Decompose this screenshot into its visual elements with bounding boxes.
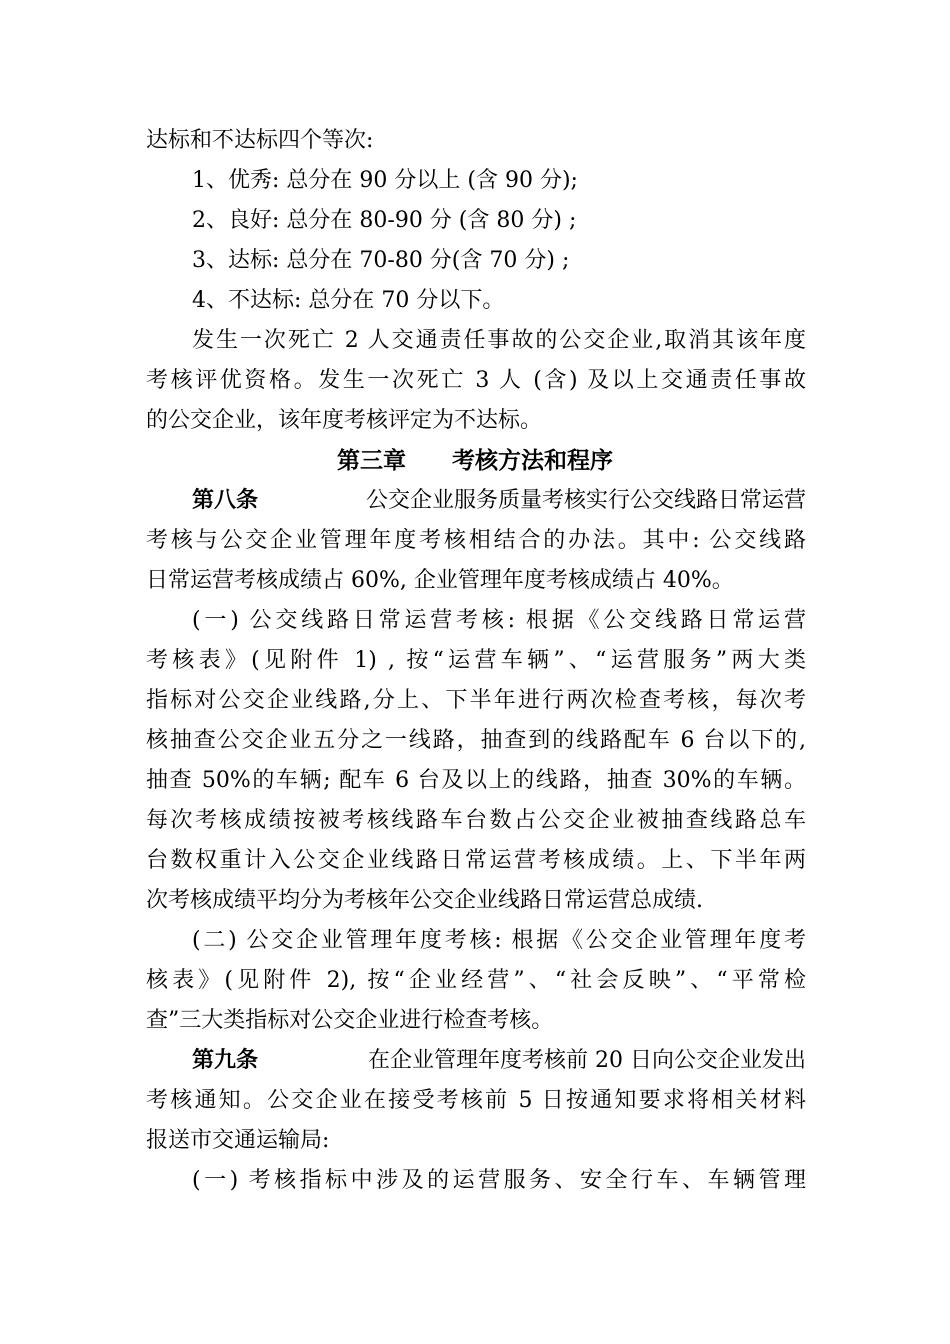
item-1-line-8: 次考核成绩平均分为考核年公交企业线路日常运营总成绩. [146, 888, 703, 913]
article-9-text-1: 在企业管理年度考核前 20 日向公交企业发出 [368, 1048, 806, 1073]
item-1-line-3: 指标对公交企业线路,分上、下半年进行两次检查考核，每次考 [146, 688, 806, 713]
article-9-line-3: 报送市交通运输局: [146, 1128, 330, 1153]
article-9-label: 第九条 [192, 1048, 259, 1073]
article-8-line-3: 日常运营考核成绩占 60%, 企业管理年度考核成绩占 40%。 [146, 568, 734, 593]
article-9-line-1 [192, 1041, 806, 1081]
accident-line-1: 发生一次死亡 2 人交通责任事故的公交企业,取消其该年度 [192, 328, 806, 353]
article-8-line-1 [192, 481, 806, 521]
paragraph-grades-tail: 达标和不达标四个等次: [146, 128, 374, 153]
item-1-line-6: 每次考核成绩按被考核线路车台数占公交企业被抽查线路总车 [146, 808, 806, 833]
item-1-line-1: (一) 公交线路日常运营考核: 根据《公交线路日常运营 [192, 608, 806, 633]
item-2-line-3: 查”三大类指标对公交企业进行检查考核。 [146, 1008, 554, 1033]
item-1-line-4: 核抽查公交企业五分之一线路，抽查到的线路配车 6 台以下的, [146, 728, 806, 753]
grade-good: 2、良好: 总分在 80-90 分 (含 80 分) ; [192, 208, 577, 233]
article-8-label: 第八条 [192, 488, 259, 513]
article-9-line-2: 考核通知。公交企业在接受考核前 5 日按通知要求将相关材料 [146, 1088, 806, 1113]
item-1-line-7: 台数权重计入公交企业线路日常运营考核成绩。上、下半年两 [146, 848, 806, 873]
item-2-line-2: 核表》(见附件 2), 按“企业经营”、“社会反映”、“平常检 [146, 968, 806, 993]
grade-pass: 3、达标: 总分在 70-80 分(含 70 分) ; [192, 248, 570, 273]
item-1-line-2: 考核表》(见附件 1) , 按“运营车辆”、“运营服务”两大类 [146, 648, 806, 673]
accident-line-3: 的公交企业，该年度考核评定为不达标。 [146, 408, 543, 433]
article-9-item-1-line-1: (一) 考核指标中涉及的运营服务、安全行车、车辆管理 [192, 1168, 806, 1193]
grade-fail: 4、不达标: 总分在 70 分以下。 [192, 288, 505, 313]
article-8-text-1: 公交企业服务质量考核实行公交线路日常运营 [365, 488, 806, 513]
item-2-line-1: (二) 公交企业管理年度考核: 根据《公交企业管理年度考 [192, 928, 806, 953]
accident-line-2: 考核评优资格。发生一次死亡 3 人 (含) 及以上交通责任事故 [146, 368, 806, 393]
item-1-line-5: 抽查 50%的车辆; 配车 6 台及以上的线路，抽查 30%的车辆。 [146, 768, 806, 793]
grade-excellent: 1、优秀: 总分在 90 分以上 (含 90 分); [192, 168, 578, 193]
article-8-line-2: 考核与公交企业管理年度考核相结合的办法。其中: 公交线路 [146, 528, 806, 553]
chapter-3-heading: 第三章 考核方法和程序 [337, 448, 613, 474]
